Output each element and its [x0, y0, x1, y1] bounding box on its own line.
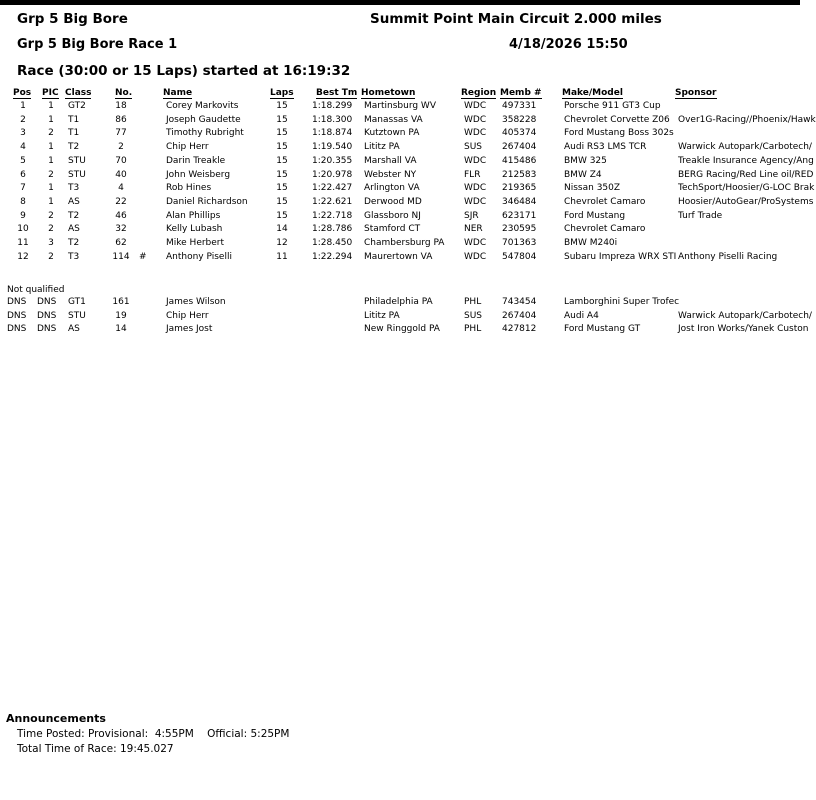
- result-row: [0, 211, 800, 224]
- cell-best: 1:28.786: [312, 224, 353, 235]
- cell-memb: 701363: [502, 238, 537, 248]
- cell-make: Subaru Impreza WRX STI: [564, 251, 677, 262]
- cell-best: 1:22.427: [312, 183, 353, 194]
- col-pic: PIC: [42, 88, 59, 98]
- cell-hometown: Maurertown VA: [364, 251, 433, 262]
- cell-best: 1:18.874: [312, 128, 353, 139]
- cell-pos: 7: [20, 183, 26, 194]
- cell-pic: DNS: [37, 297, 57, 307]
- cell-laps: 15: [276, 114, 288, 125]
- cell-hometown: Kutztown PA: [364, 128, 420, 139]
- cell-best: 1:18.300: [312, 114, 353, 125]
- cell-pos: 3: [20, 128, 26, 139]
- cell-class: AS: [68, 224, 80, 235]
- cell-name: Anthony Piselli: [166, 251, 232, 262]
- cell-memb: 623171: [502, 210, 537, 221]
- cell-hometown: Marshall VA: [364, 155, 417, 166]
- cell-sponsor: Over1G-Racing//Phoenix/Hawk: [678, 114, 816, 125]
- cell-best: 1:18.299: [312, 101, 353, 111]
- result-row: [0, 142, 812, 155]
- cell-name: James Wilson: [166, 297, 226, 307]
- cell-best: 1:22.718: [312, 210, 353, 221]
- result-row: [0, 196, 814, 210]
- cell-memb: 497331: [502, 101, 537, 111]
- cell-sponsor: Turf Trade: [678, 210, 723, 221]
- cell-region: WDC: [464, 196, 487, 207]
- cell-make: BMW Z4: [564, 169, 602, 180]
- cell-region: NER: [464, 224, 483, 235]
- cell-pic: 3: [48, 238, 54, 248]
- cell-region: FLR: [464, 169, 481, 180]
- cell-no: 114: [112, 251, 130, 262]
- cell-name: Alan Phillips: [166, 210, 221, 221]
- cell-hometown: Lititz PA: [364, 142, 400, 153]
- cell-make: BMW 325: [564, 155, 607, 166]
- cell-class: STU: [68, 155, 86, 166]
- cell-pic: 2: [48, 210, 54, 221]
- cell-pic: 2: [48, 251, 54, 262]
- cell-region: PHL: [464, 324, 482, 335]
- cell-region: PHL: [464, 297, 482, 307]
- cell-pos: 9: [20, 210, 26, 221]
- result-row: [0, 101, 800, 114]
- cell-flag: #: [139, 251, 147, 262]
- cell-best: 1:19.540: [312, 142, 353, 153]
- cell-laps: 15: [276, 155, 288, 166]
- cell-make: Lamborghini Super Trofec: [564, 297, 680, 307]
- not-qualified-row: [0, 310, 812, 324]
- cell-best: 1:20.355: [312, 155, 353, 166]
- cell-no: 62: [115, 238, 127, 248]
- cell-hometown: Glassboro NJ: [364, 210, 421, 221]
- cell-make: Ford Mustang GT: [564, 324, 641, 335]
- cell-no: 86: [115, 114, 127, 125]
- cell-class: AS: [68, 196, 80, 207]
- not-qualified-row: [0, 297, 800, 310]
- cell-class: STU: [68, 169, 86, 180]
- cell-no: 40: [115, 169, 127, 180]
- col-hometown: Hometown: [361, 88, 416, 98]
- cell-region: SUS: [464, 310, 483, 321]
- cell-region: WDC: [464, 128, 487, 139]
- cell-pos: DNS: [7, 310, 27, 321]
- cell-class: T2: [68, 142, 80, 153]
- cell-pos: 8: [20, 196, 26, 207]
- cell-class: GT2: [68, 101, 86, 111]
- cell-pic: 1: [48, 183, 54, 194]
- cell-name: Chip Herr: [166, 142, 209, 153]
- race-datetime: 4/18/2026 15:50: [509, 37, 628, 52]
- cell-hometown: Martinsburg WV: [364, 101, 436, 111]
- cell-name: Joseph Gaudette: [166, 114, 241, 125]
- cell-name: Corey Markovits: [166, 101, 239, 111]
- cell-no: 14: [115, 324, 127, 335]
- result-row: [0, 155, 814, 169]
- cell-class: T1: [68, 114, 80, 125]
- cell-class: T3: [68, 251, 80, 262]
- cell-no: 46: [115, 210, 127, 221]
- race-name: Grp 5 Big Bore Race 1: [17, 37, 178, 52]
- cell-region: SUS: [464, 142, 483, 153]
- cell-best: 1:20.978: [312, 169, 353, 180]
- cell-sponsor: BERG Racing/Red Line oil/RED: [678, 169, 814, 180]
- cell-laps: 15: [276, 196, 288, 207]
- cell-sponsor: Treakle Insurance Agency/Ang: [678, 155, 814, 166]
- cell-memb: 230595: [502, 224, 537, 235]
- result-row: [0, 169, 814, 183]
- cell-best: 1:22.294: [312, 251, 353, 262]
- cell-memb: 415486: [502, 155, 537, 166]
- cell-hometown: Stamford CT: [364, 224, 421, 235]
- result-row: [0, 183, 815, 196]
- cell-no: 19: [115, 310, 127, 321]
- cell-laps: 15: [276, 101, 288, 111]
- cell-hometown: Manassas VA: [364, 114, 423, 125]
- cell-pos: DNS: [7, 297, 27, 307]
- cell-pos: 4: [20, 142, 26, 153]
- cell-pos: 12: [17, 251, 29, 262]
- cell-laps: 11: [276, 251, 288, 262]
- cell-region: WDC: [464, 101, 487, 111]
- track-title: Summit Point Main Circuit 2.000 miles: [370, 11, 662, 27]
- cell-name: Daniel Richardson: [166, 196, 248, 207]
- race-info: Race (30:00 or 15 Laps) started at 16:19:32: [17, 63, 351, 79]
- cell-make: Ford Mustang Boss 302s: [564, 128, 674, 139]
- cell-region: WDC: [464, 114, 487, 125]
- cell-pic: 1: [48, 155, 54, 166]
- cell-class: T3: [68, 183, 80, 194]
- cell-class: AS: [68, 324, 80, 335]
- cell-class: T1: [68, 128, 80, 139]
- cell-make: Audi RS3 LMS TCR: [564, 142, 647, 153]
- announcements-title: Announcements: [6, 712, 106, 725]
- cell-laps: 15: [276, 183, 288, 194]
- cell-hometown: New Ringgold PA: [364, 324, 440, 335]
- col-no: No.: [115, 88, 133, 98]
- cell-sponsor: Warwick Autopark/Carbotech/: [678, 142, 812, 153]
- cell-pos: 11: [17, 238, 29, 248]
- cell-pic: DNS: [37, 310, 57, 321]
- cell-pic: 2: [48, 128, 54, 139]
- col-memb: Memb #: [500, 88, 542, 98]
- cell-pic: 1: [48, 142, 54, 153]
- col-laps: Laps: [270, 88, 294, 98]
- col-sponsor: Sponsor: [675, 88, 717, 98]
- cell-hometown: Lititz PA: [364, 310, 400, 321]
- cell-class: T2: [68, 210, 80, 221]
- cell-region: SJR: [464, 210, 479, 221]
- cell-laps: 15: [276, 128, 288, 139]
- cell-region: WDC: [464, 238, 487, 248]
- cell-best: 1:28.450: [312, 238, 353, 248]
- cell-hometown: Derwood MD: [364, 196, 422, 207]
- cell-laps: 15: [276, 169, 288, 180]
- cell-pos: 5: [20, 155, 26, 166]
- cell-sponsor: Anthony Piselli Racing: [678, 251, 778, 262]
- cell-no: 32: [115, 224, 127, 235]
- cell-make: Audi A4: [564, 310, 599, 321]
- cell-memb: 267404: [502, 310, 537, 321]
- cell-laps: 12: [276, 238, 288, 248]
- cell-pos: DNS: [7, 324, 27, 335]
- cell-memb: 547804: [502, 251, 537, 262]
- cell-no: 18: [115, 101, 127, 111]
- cell-memb: 346484: [502, 196, 537, 207]
- cell-no: 2: [118, 142, 124, 153]
- cell-memb: 743454: [502, 297, 537, 307]
- cell-memb: 427812: [502, 324, 537, 335]
- cell-sponsor: Warwick Autopark/Carbotech/: [678, 310, 812, 321]
- cell-name: Chip Herr: [166, 310, 209, 321]
- result-row: [0, 114, 816, 128]
- group-title: Grp 5 Big Bore: [17, 11, 128, 27]
- top-rule: [0, 0, 800, 5]
- result-row: [0, 238, 800, 251]
- cell-name: Kelly Lubash: [166, 224, 223, 235]
- cell-pic: 2: [48, 224, 54, 235]
- cell-hometown: Philadelphia PA: [364, 297, 433, 307]
- col-best: Best Tm: [316, 88, 358, 98]
- cell-pos: 2: [20, 114, 26, 125]
- cell-pos: 10: [17, 224, 29, 235]
- cell-sponsor: Jost Iron Works/Yanek Custon: [678, 324, 809, 335]
- cell-region: WDC: [464, 155, 487, 166]
- cell-sponsor: TechSport/Hoosier/G-LOC Brak: [678, 183, 815, 194]
- total-race-time: Total Time of Race: 19:45.027: [17, 743, 174, 755]
- cell-laps: 14: [276, 224, 288, 235]
- cell-laps: 15: [276, 142, 288, 153]
- cell-make: BMW M240i: [564, 238, 618, 248]
- cell-hometown: Webster NY: [364, 169, 417, 180]
- cell-hometown: Chambersburg PA: [364, 238, 445, 248]
- cell-make: Chevrolet Corvette Z06: [564, 114, 670, 125]
- cell-hometown: Arlington VA: [364, 183, 420, 194]
- cell-name: Mike Herbert: [166, 238, 225, 248]
- cell-sponsor: Hoosier/AutoGear/ProSystems: [678, 196, 814, 207]
- cell-pic: 2: [48, 169, 54, 180]
- result-row: [0, 224, 800, 237]
- cell-memb: 358228: [502, 114, 537, 125]
- cell-class: STU: [68, 310, 86, 321]
- col-name: Name: [163, 88, 193, 98]
- cell-memb: 219365: [502, 183, 537, 194]
- cell-region: WDC: [464, 183, 487, 194]
- cell-pic: 1: [48, 114, 54, 125]
- col-region: Region: [461, 88, 497, 98]
- cell-no: 4: [118, 183, 124, 194]
- col-pos: Pos: [13, 88, 32, 98]
- cell-pic: 1: [48, 101, 54, 111]
- cell-pos: 1: [20, 101, 26, 111]
- cell-name: Darin Treakle: [166, 155, 226, 166]
- cell-make: Porsche 911 GT3 Cup: [564, 101, 661, 111]
- cell-pic: DNS: [37, 324, 57, 335]
- cell-no: 161: [112, 297, 130, 307]
- cell-no: 22: [115, 196, 127, 207]
- cell-make: Chevrolet Camaro: [564, 196, 646, 207]
- result-row: [0, 252, 800, 265]
- cell-laps: 15: [276, 210, 288, 221]
- cell-class: GT1: [68, 297, 86, 307]
- not-qualified-label: Not qualified: [7, 285, 65, 295]
- cell-no: 70: [115, 155, 127, 166]
- cell-name: John Weisberg: [166, 169, 231, 180]
- cell-best: 1:22.621: [312, 196, 353, 207]
- cell-class: T2: [68, 238, 80, 248]
- cell-memb: 405374: [502, 128, 537, 139]
- cell-pic: 1: [48, 196, 54, 207]
- cell-make: Nissan 350Z: [564, 183, 621, 194]
- cell-name: Rob Hines: [166, 183, 212, 194]
- not-qualified-row: [0, 324, 809, 337]
- cell-no: 77: [115, 128, 127, 139]
- results-column-headers: [0, 88, 800, 100]
- cell-name: James Jost: [166, 324, 213, 335]
- time-posted: Time Posted: Provisional: 4:55PM Official: 5:25PM: [17, 728, 290, 740]
- cell-make: Chevrolet Camaro: [564, 224, 646, 235]
- cell-make: Ford Mustang: [564, 210, 626, 221]
- cell-region: WDC: [464, 251, 487, 262]
- cell-memb: 267404: [502, 142, 537, 153]
- cell-memb: 212583: [502, 169, 537, 180]
- cell-pos: 6: [20, 169, 26, 180]
- result-row: [0, 128, 800, 141]
- col-class: Class: [65, 88, 92, 98]
- col-make: Make/Model: [562, 88, 623, 98]
- cell-name: Timothy Rubright: [166, 128, 244, 139]
